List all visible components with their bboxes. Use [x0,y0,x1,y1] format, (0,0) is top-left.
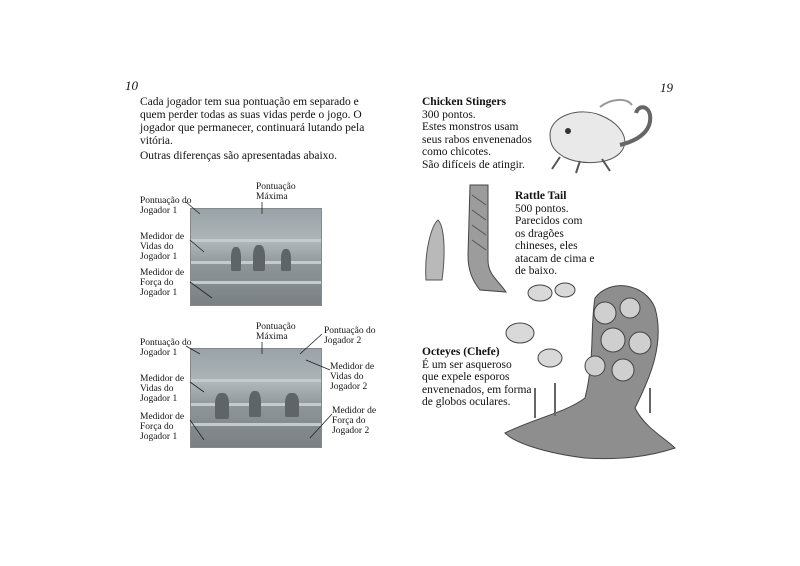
label-score-player2: Pontuação do Jogador 2 [324,326,376,346]
label-power-player2: Medidor de Força do Jogador 2 [332,406,377,436]
intro-line: Cada jogador tem sua pontuação em separado e [140,96,359,108]
label-max-score: Pontuação Máxima [256,182,296,202]
enemy-description: 500 pontos. Parecidos com os dragões chineses, eles atacam de cima e de baixo. [515,202,595,277]
enemy-name: Chicken Stingers [422,96,507,108]
label-score-player1-2: Pontuação do Jogador 1 [140,338,192,358]
label-power-player1-2: Medidor de Força do Jogador 1 [140,412,185,442]
intro-line: jogador que permanecer, continuará lutando pela [140,122,365,134]
enemy-description: É um ser asqueroso que expele esporos envenenados, em forma de globos oculares. [422,358,532,408]
label-max-score-2: Pontuação Máxima [256,322,296,342]
label-lives-player2: Medidor de Vidas do Jogador 2 [330,362,375,392]
intro-line: vitória. [140,135,173,147]
label-power-player1: Medidor de Força do Jogador 1 [140,268,185,298]
label-lives-player1-2: Medidor de Vidas do Jogador 1 [140,374,185,404]
page-number-right: 19 [660,80,673,95]
enemy-rattle-tail [515,190,615,278]
octeyes-boss-illustration [495,268,680,463]
page-number-left: 10 [125,78,138,93]
enemy-description: 300 pontos. Estes monstros usam seus rabos envenenados como chicotes. São difíceis de atingir. [422,108,532,171]
chicken-stinger-illustration [540,95,670,175]
intro-line: quem perder todas as suas vidas perde o jogo. O [140,109,362,121]
differences-note: Outras diferenças são apresentadas abaixo. [140,150,338,162]
enemy-name: Rattle Tail [515,190,567,202]
label-score-player1: Pontuação do Jogador 1 [140,196,192,216]
label-lives-player1: Medidor de Vidas do Jogador 1 [140,232,185,262]
enemy-name: Octeyes (Chefe) [422,346,500,358]
